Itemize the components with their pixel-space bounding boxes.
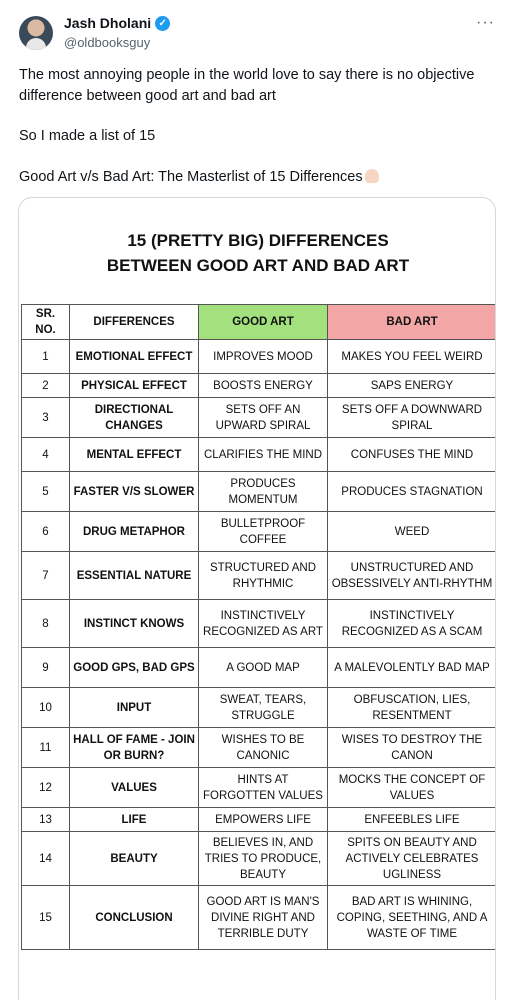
table-row bbox=[22, 832, 497, 886]
table-header-row bbox=[22, 305, 497, 340]
cell-bad-art: BAD ART IS WHINING, COPING, SEETHING, AND A WASTE OF TIME bbox=[328, 886, 497, 950]
cell-good-art: STRUCTURED AND RHYTHMIC bbox=[199, 552, 328, 600]
cell-sr-no: 4 bbox=[22, 438, 70, 472]
header-sr-no: SR. NO. bbox=[22, 305, 70, 340]
cell-good-art: INSTINCTIVELY RECOGNIZED AS ART bbox=[199, 600, 328, 648]
header-bad-art: BAD ART bbox=[328, 305, 497, 340]
avatar[interactable] bbox=[19, 16, 53, 50]
table-row bbox=[22, 340, 497, 374]
cell-good-art: IMPROVES MOOD bbox=[199, 340, 328, 374]
more-options-icon[interactable]: ··· bbox=[476, 14, 495, 31]
cell-sr-no: 13 bbox=[22, 808, 70, 832]
table-row bbox=[22, 472, 497, 512]
image-title bbox=[19, 228, 496, 278]
cell-sr-no: 12 bbox=[22, 768, 70, 808]
cell-difference: DIRECTIONAL CHANGES bbox=[70, 398, 199, 438]
tweet-header bbox=[0, 0, 513, 60]
cell-sr-no: 1 bbox=[22, 340, 70, 374]
cell-sr-no: 7 bbox=[22, 552, 70, 600]
table-body bbox=[22, 340, 497, 950]
header-good-art: GOOD ART bbox=[199, 305, 328, 340]
cell-good-art: BULLETPROOF COFFEE bbox=[199, 512, 328, 552]
table-row bbox=[22, 768, 497, 808]
cell-bad-art: WISES TO DESTROY THE CANON bbox=[328, 728, 497, 768]
cell-difference: INPUT bbox=[70, 688, 199, 728]
cell-sr-no: 2 bbox=[22, 374, 70, 398]
cell-good-art: WISHES TO BE CANONIC bbox=[199, 728, 328, 768]
cell-sr-no: 9 bbox=[22, 648, 70, 688]
cell-sr-no: 8 bbox=[22, 600, 70, 648]
cell-bad-art: INSTINCTIVELY RECOGNIZED AS A SCAM bbox=[328, 600, 497, 648]
cell-bad-art: OBFUSCATION, LIES, RESENTMENT bbox=[328, 688, 497, 728]
cell-difference: MENTAL EFFECT bbox=[70, 438, 199, 472]
cell-sr-no: 10 bbox=[22, 688, 70, 728]
cell-bad-art: SPITS ON BEAUTY AND ACTIVELY CELEBRATES UGLINESS bbox=[328, 832, 497, 886]
media-image-card[interactable] bbox=[18, 197, 496, 1000]
cell-difference: GOOD GPS, BAD GPS bbox=[70, 648, 199, 688]
cell-bad-art: SETS OFF A DOWNWARD SPIRAL bbox=[328, 398, 497, 438]
cell-bad-art: ENFEEBLES LIFE bbox=[328, 808, 497, 832]
cell-sr-no: 3 bbox=[22, 398, 70, 438]
pointing-down-hand-icon bbox=[365, 169, 379, 183]
cell-sr-no: 6 bbox=[22, 512, 70, 552]
cell-sr-no: 15 bbox=[22, 886, 70, 950]
table-row bbox=[22, 398, 497, 438]
cell-difference: EMOTIONAL EFFECT bbox=[70, 340, 199, 374]
table-row bbox=[22, 648, 497, 688]
differences-table bbox=[21, 304, 496, 950]
tweet-paragraph-1: The most annoying people in the world love to say there is no objective difference between good art and bad art bbox=[19, 67, 475, 104]
cell-sr-no: 11 bbox=[22, 728, 70, 768]
cell-difference: FASTER V/S SLOWER bbox=[70, 472, 199, 512]
cell-bad-art: A MALEVOLENTLY BAD MAP bbox=[328, 648, 497, 688]
cell-difference: ESSENTIAL NATURE bbox=[70, 552, 199, 600]
cell-good-art: BOOSTS ENERGY bbox=[199, 374, 328, 398]
cell-difference: INSTINCT KNOWS bbox=[70, 600, 199, 648]
cell-difference: HALL OF FAME - JOIN OR BURN? bbox=[70, 728, 199, 768]
display-name[interactable]: Jash Dholani bbox=[64, 15, 152, 31]
cell-difference: VALUES bbox=[70, 768, 199, 808]
cell-difference: LIFE bbox=[70, 808, 199, 832]
cell-good-art: BELIEVES IN, AND TRIES TO PRODUCE, BEAUTY bbox=[199, 832, 328, 886]
table-row bbox=[22, 438, 497, 472]
cell-sr-no: 5 bbox=[22, 472, 70, 512]
table-row bbox=[22, 374, 497, 398]
cell-difference: DRUG METAPHOR bbox=[70, 512, 199, 552]
cell-difference: CONCLUSION bbox=[70, 886, 199, 950]
cell-good-art: HINTS AT FORGOTTEN VALUES bbox=[199, 768, 328, 808]
cell-good-art: EMPOWERS LIFE bbox=[199, 808, 328, 832]
author-name-row[interactable] bbox=[64, 15, 170, 31]
image-title-line-1: 15 (PRETTY BIG) DIFFERENCES bbox=[127, 231, 389, 250]
table-row bbox=[22, 600, 497, 648]
table-row bbox=[22, 808, 497, 832]
tweet-paragraph-3 bbox=[19, 167, 499, 188]
cell-bad-art: SAPS ENERGY bbox=[328, 374, 497, 398]
cell-bad-art: MAKES YOU FEEL WEIRD bbox=[328, 340, 497, 374]
cell-good-art: SWEAT, TEARS, STRUGGLE bbox=[199, 688, 328, 728]
cell-good-art: CLARIFIES THE MIND bbox=[199, 438, 328, 472]
cell-good-art: A GOOD MAP bbox=[199, 648, 328, 688]
table-row bbox=[22, 552, 497, 600]
cell-good-art: SETS OFF AN UPWARD SPIRAL bbox=[199, 398, 328, 438]
cell-bad-art: MOCKS THE CONCEPT OF VALUES bbox=[328, 768, 497, 808]
cell-good-art: PRODUCES MOMENTUM bbox=[199, 472, 328, 512]
table-row bbox=[22, 886, 497, 950]
cell-sr-no: 14 bbox=[22, 832, 70, 886]
cell-bad-art: PRODUCES STAGNATION bbox=[328, 472, 497, 512]
verified-badge-icon: ✓ bbox=[155, 16, 170, 31]
cell-difference: PHYSICAL EFFECT bbox=[70, 374, 199, 398]
cell-bad-art: WEED bbox=[328, 512, 497, 552]
cell-difference: BEAUTY bbox=[70, 832, 199, 886]
table-row bbox=[22, 728, 497, 768]
image-title-line-2: BETWEEN GOOD ART AND BAD ART bbox=[106, 256, 410, 275]
tweet-paragraph-2: So I made a list of 15 bbox=[19, 128, 156, 144]
author-handle[interactable]: @oldbooksguy bbox=[64, 35, 151, 50]
cell-good-art: GOOD ART IS MAN'S DIVINE RIGHT AND TERRIBLE DUTY bbox=[199, 886, 328, 950]
header-differences: DIFFERENCES bbox=[70, 305, 199, 340]
tweet-paragraph-3-text: Good Art v/s Bad Art: The Masterlist of 15 Differences bbox=[19, 169, 363, 185]
cell-bad-art: CONFUSES THE MIND bbox=[328, 438, 497, 472]
table-row bbox=[22, 512, 497, 552]
table-row bbox=[22, 688, 497, 728]
cell-bad-art: UNSTRUCTURED AND OBSESSIVELY ANTI-RHYTHM bbox=[328, 552, 497, 600]
